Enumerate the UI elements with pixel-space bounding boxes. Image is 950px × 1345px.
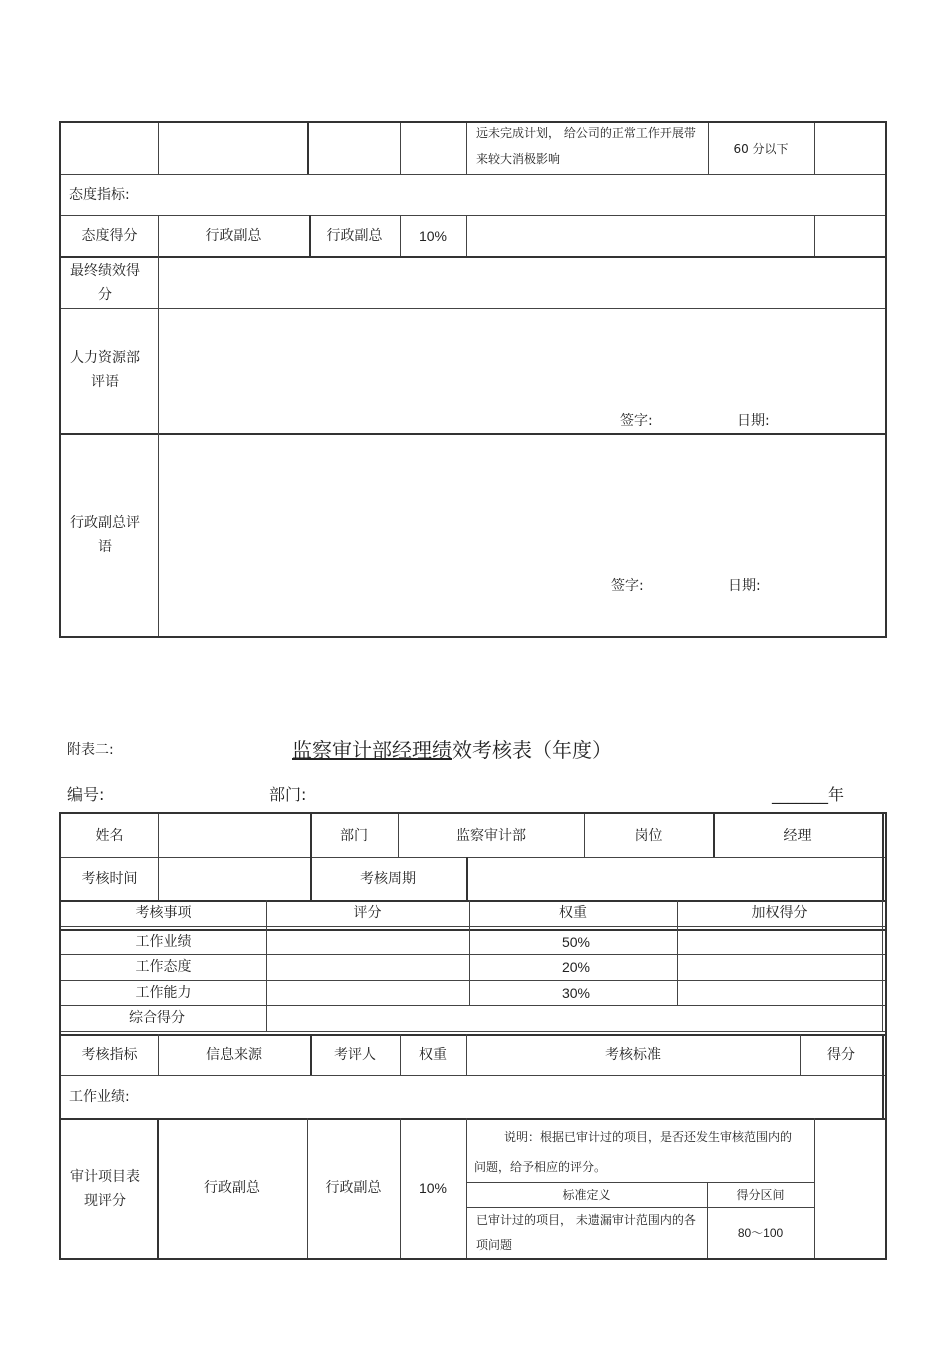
table2-vline (882, 814, 884, 900)
form-title (292, 734, 612, 763)
hr-sign-label: 签字: (620, 413, 653, 429)
detail-header-standard: 考核标准 (605, 1046, 661, 1063)
standard-definition-header: 标准定义 (562, 1187, 611, 1202)
table1-vline (307, 123, 309, 174)
summary-total-label: 综合得分 (129, 1010, 185, 1026)
vp-comment-label: 行政副总评语 (70, 515, 140, 555)
audit-info-source: 行政副总 (204, 1180, 260, 1196)
table2-hline (61, 857, 885, 858)
name-label: 姓名 (95, 827, 124, 844)
table2-hline (61, 926, 885, 927)
audit-project-label: 审计项目表现评分 (70, 1169, 140, 1209)
table2-vline (466, 857, 468, 900)
attitude-info-source: 行政副总 (205, 227, 262, 244)
table2-vline (814, 1118, 815, 1258)
position-label: 岗位 (634, 827, 663, 844)
standard-definition-text: 已审计过的项目， 未遗漏审计范围内的各项问题 (476, 1213, 696, 1252)
score-range-header: 得分区间 (736, 1187, 785, 1202)
info-dept-value: 监察审计部 (456, 827, 526, 844)
form-title-underlined: 监察审计部经理绩 (292, 738, 452, 762)
table1-hline (61, 308, 885, 309)
summary-row-item: 工作态度 (135, 959, 192, 975)
table1-hline (61, 433, 885, 435)
vp-date-label: 日期: (728, 578, 761, 594)
assessment-time-label: 考核时间 (81, 870, 138, 887)
detail-header-indicator: 考核指标 (81, 1046, 138, 1063)
summary-header-item: 考核事项 (135, 905, 192, 921)
summary-row-item: 工作能力 (135, 984, 192, 1001)
table2-hline (61, 1031, 885, 1032)
detail-header-weight: 权重 (419, 1046, 447, 1063)
summary-row-weight: 20% (561, 959, 591, 975)
position-value: 经理 (783, 827, 812, 844)
attitude-score-label: 态度得分 (81, 227, 138, 244)
table1-vline (400, 123, 401, 174)
detail-header-assessor: 考评人 (334, 1046, 376, 1063)
attitude-assessor: 行政副总 (326, 227, 383, 244)
criterion-text: 远未完成计划， 给公司的正常工作开展带来较大消极影响 (476, 126, 696, 166)
info-dept-label: 部门 (340, 827, 368, 844)
table2-vline (882, 900, 883, 1031)
vp-sign-label: 签字: (611, 578, 644, 594)
table1-vline (158, 256, 159, 636)
detail-header-score: 得分 (827, 1046, 855, 1063)
final-score-label: 最终绩效得分 (70, 263, 140, 303)
table1-vline (158, 123, 159, 174)
detail-header-source: 信息来源 (206, 1046, 262, 1063)
performance-section-header: 工作业绩: (69, 1088, 130, 1105)
table2-vline (882, 1034, 884, 1118)
attitude-section-header: 态度指标: (69, 186, 130, 203)
audit-note: 说明：根据已审计过的项目，是否还发生审核范围内的问题，给予相应的评分。 (474, 1130, 793, 1174)
table1-vline (466, 123, 467, 174)
table1-vline (814, 215, 815, 256)
summary-row-weight: 50% (561, 933, 591, 950)
audit-assessor: 行政副总 (325, 1180, 382, 1196)
number-label: 编号: (67, 785, 105, 804)
summary-row-item: 工作业绩 (135, 933, 192, 950)
year-label: _______年 (772, 785, 845, 804)
table2-vline (158, 814, 159, 900)
assessment-period-label: 考核周期 (360, 870, 416, 887)
score-range-value: 80～100 (737, 1225, 784, 1240)
table1-vline (466, 215, 467, 256)
audit-weight: 10% (418, 1180, 448, 1196)
hr-date-label: 日期: (737, 413, 770, 429)
appendix-label: 附表二: (67, 742, 114, 758)
form-title-rest: 效考核表（年度） (452, 738, 612, 762)
department-label: 部门: (269, 785, 307, 804)
attitude-weight: 10% (418, 227, 448, 244)
score-range: 60 分以下 (733, 141, 789, 156)
summary-header-weighted: 加权得分 (751, 905, 808, 921)
summary-header-score: 评分 (353, 905, 382, 921)
table1-hline (61, 256, 885, 258)
table1-vline (814, 123, 815, 174)
hr-comment-label: 人力资源部评语 (70, 350, 140, 390)
summary-row-weight: 30% (561, 984, 591, 1001)
summary-header-weight: 权重 (559, 905, 587, 921)
